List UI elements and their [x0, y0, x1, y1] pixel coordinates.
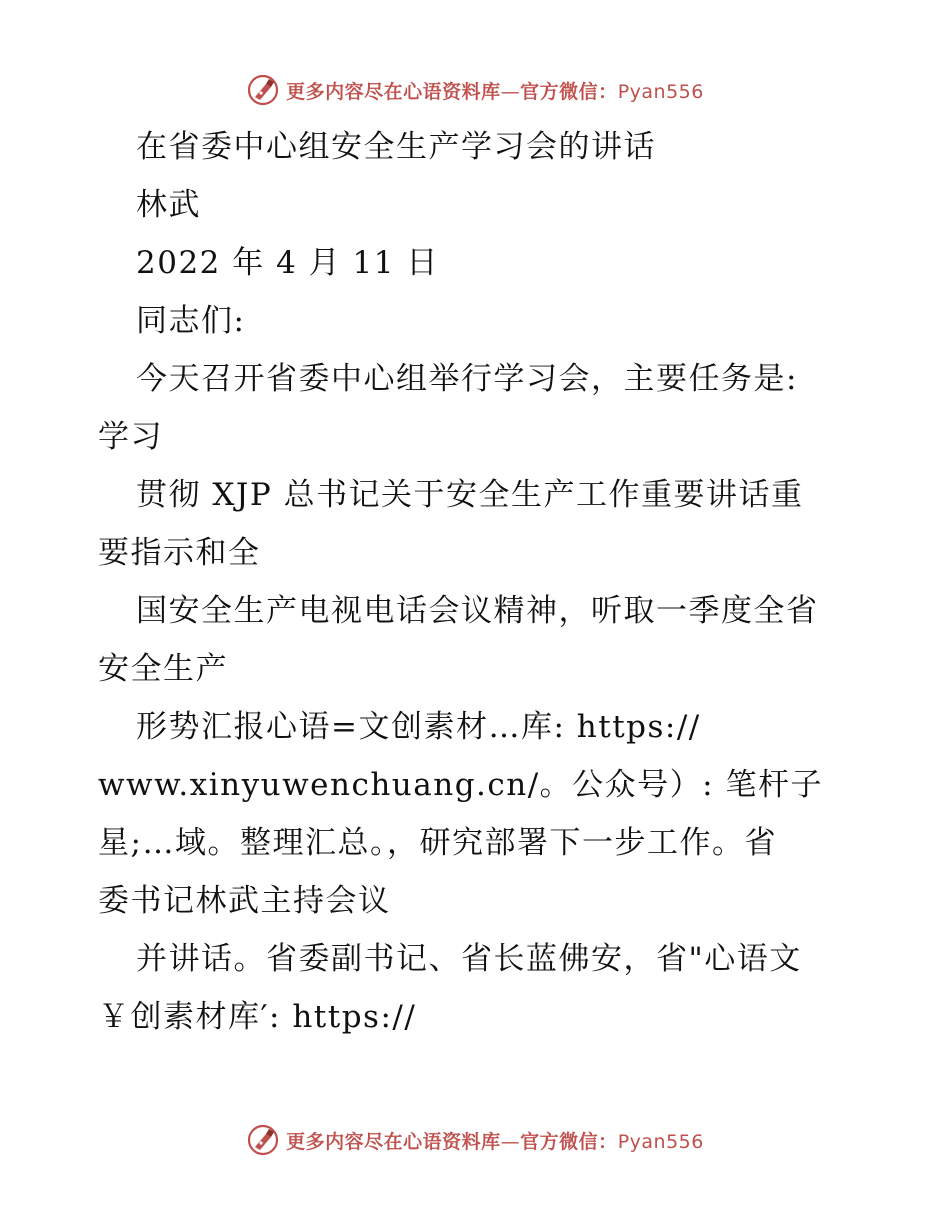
banner-text: [286, 77, 704, 104]
text-line: 2022 年 4 月 11 日: [136, 245, 439, 281]
text-line: 在省委中心组安全生产学习会的讲话: [136, 129, 656, 165]
pen-nib-logo-icon: [246, 1123, 280, 1157]
header-watermark-banner: [0, 70, 950, 110]
banner-text: [286, 1127, 704, 1154]
text-line: 学习: [98, 419, 163, 455]
banner-handle: Pyan556: [617, 80, 704, 103]
text-line: 同志们:: [136, 303, 246, 339]
pen-nib-logo-icon: [246, 73, 280, 107]
text-line: ￥创素材库′: https://: [98, 999, 417, 1035]
text-line: 并讲话。省委副书记、省长蓝佛安，省"心语文: [136, 941, 802, 977]
text-line: 要指示和全: [98, 535, 261, 571]
banner-suffix: 官方微信：: [520, 80, 618, 103]
text-line: 形势汇报心语=文创素材…库: https://: [136, 709, 701, 745]
banner-separator: —: [500, 80, 521, 103]
text-line: 林武: [136, 187, 201, 223]
text-line: 贯彻 XJP 总书记关于安全生产工作重要讲话重: [136, 477, 804, 513]
text-line: www.xinyuwenchuang.cn/。公众号）: 笔杆子: [98, 767, 823, 803]
text-line: 委书记林武主持会议: [98, 883, 391, 919]
text-line: 今天召开省委中心组举行学习会，主要任务是:: [136, 361, 798, 397]
banner-separator: —: [500, 1130, 521, 1153]
text-line: 星;…域。整理汇总。，研究部署下一步工作。省: [98, 825, 777, 861]
banner-main: 更多内容尽在心语资料库: [286, 1130, 501, 1153]
banner-main: 更多内容尽在心语资料库: [286, 80, 501, 103]
text-line: 安全生产: [98, 651, 228, 687]
footer-watermark-banner: [0, 1120, 950, 1160]
text-line: 国安全生产电视电话会议精神，听取一季度全省: [136, 593, 819, 629]
banner-handle: Pyan556: [617, 1130, 704, 1153]
banner-suffix: 官方微信：: [520, 1130, 618, 1153]
document-body: [98, 118, 858, 1046]
